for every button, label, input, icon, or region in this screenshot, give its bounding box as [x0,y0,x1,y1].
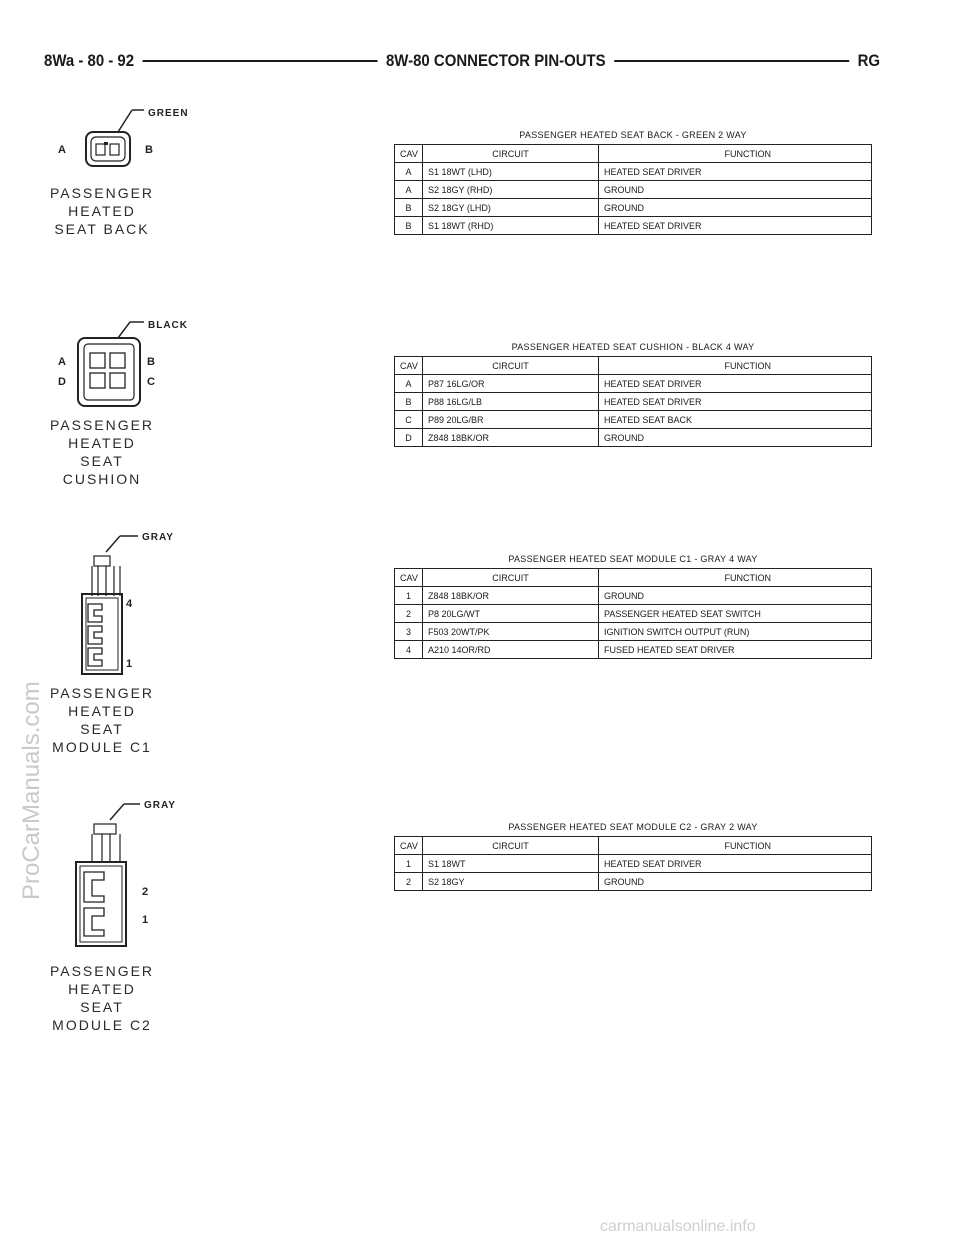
pin-label-b: B [145,144,153,156]
pinout-table [394,144,872,235]
connector-diagram-seat-back [40,100,200,250]
table-header-row [395,837,872,855]
table-row: 1 S1 18WT HEATED SEAT DRIVER [395,855,872,873]
side-watermark: ProCarManuals.com [18,681,45,900]
col-header-circuit: CIRCUIT [423,357,599,375]
pin-label-d: D [58,376,66,388]
connector-color-label: GRAY [144,800,176,811]
col-header-function: FUNCTION [599,569,872,587]
table-row: B P88 16LG/LB HEATED SEAT DRIVER [395,393,872,411]
connector-caption: PASSENGER HEATED SEAT MODULE C1 [49,685,155,755]
col-header-circuit: CIRCUIT [423,569,599,587]
table-row: 3 F503 20WT/PK IGNITION SWITCH OUTPUT (RUN) [395,623,872,641]
col-header-cav: CAV [395,837,423,855]
page-number: 8Wa - 80 - 92 [44,51,135,70]
pinout-table-block-seat-back [394,130,872,235]
pin-label-c: C [147,376,155,388]
pin-label-1: 1 [142,914,149,926]
table-header-row [395,569,872,587]
table-row: 2 S2 18GY GROUND [395,873,872,891]
pinout-table [394,356,872,447]
header-rule-left [143,60,377,62]
connector-caption: PASSENGER HEATED SEAT CUSHION [49,417,155,487]
page-title: 8W-80 CONNECTOR PIN-OUTS [385,51,606,70]
table-header-row [395,357,872,375]
pin-label-a: A [58,356,66,368]
table-title: PASSENGER HEATED SEAT CUSHION - BLACK 4 WAY [511,342,755,352]
pinout-table-block-seat-cushion [394,342,872,447]
table-row: B S2 18GY (LHD) GROUND [395,199,872,217]
connector-caption: PASSENGER HEATED SEAT BACK [49,185,155,237]
col-header-cav: CAV [395,145,423,163]
table-title: PASSENGER HEATED SEAT MODULE C1 - GRAY 4 WAY [508,554,758,564]
connector-color-label: GREEN [148,108,189,119]
table-title: PASSENGER HEATED SEAT MODULE C2 - GRAY 2 WAY [508,822,758,832]
table-title: PASSENGER HEATED SEAT BACK - GREEN 2 WAY [519,130,747,140]
header-rule-right [614,60,848,62]
table-row: C P89 20LG/BR HEATED SEAT BACK [395,411,872,429]
col-header-function: FUNCTION [599,145,872,163]
table-row: 1 Z848 18BK/OR GROUND [395,587,872,605]
col-header-cav: CAV [395,569,423,587]
col-header-circuit: CIRCUIT [423,145,599,163]
table-row: 4 A210 14OR/RD FUSED HEATED SEAT DRIVER [395,641,872,659]
table-row: A S1 18WT (LHD) HEATED SEAT DRIVER [395,163,872,181]
table-row: 2 P8 20LG/WT PASSENGER HEATED SEAT SWITCH [395,605,872,623]
connector-color-label: GRAY [142,532,174,543]
pin-label-4: 4 [126,598,133,610]
connector-diagram-module-c2 [40,796,200,1036]
connector-diagram-seat-cushion [40,316,200,496]
table-header-row [395,145,872,163]
connector-caption: PASSENGER HEATED SEAT MODULE C2 [49,963,155,1033]
pin-label-a: A [58,144,66,156]
pin-label-b: B [147,356,155,368]
table-row: A S2 18GY (RHD) GROUND [395,181,872,199]
connector-color-label: BLACK [148,320,188,331]
pinout-table-block-module-c2 [394,822,872,891]
module-c1-connector-drawing [40,528,200,678]
col-header-circuit: CIRCUIT [423,837,599,855]
table-row: B S1 18WT (RHD) HEATED SEAT DRIVER [395,217,872,235]
table-row: A P87 16LG/OR HEATED SEAT DRIVER [395,375,872,393]
pin-label-2: 2 [142,886,149,898]
module-c2-connector-drawing [40,796,200,956]
pinout-table-block-module-c1 [394,554,872,659]
footer-watermark: carmanualsonline.info [600,1218,756,1235]
model-code: RG [857,51,881,70]
col-header-cav: CAV [395,357,423,375]
connector-diagram-module-c1 [40,528,200,758]
table-row: D Z848 18BK/OR GROUND [395,429,872,447]
page-header [44,46,880,76]
pinout-table [394,836,872,891]
pin-label-1: 1 [126,658,133,670]
col-header-function: FUNCTION [599,357,872,375]
col-header-function: FUNCTION [599,837,872,855]
pinout-table [394,568,872,659]
